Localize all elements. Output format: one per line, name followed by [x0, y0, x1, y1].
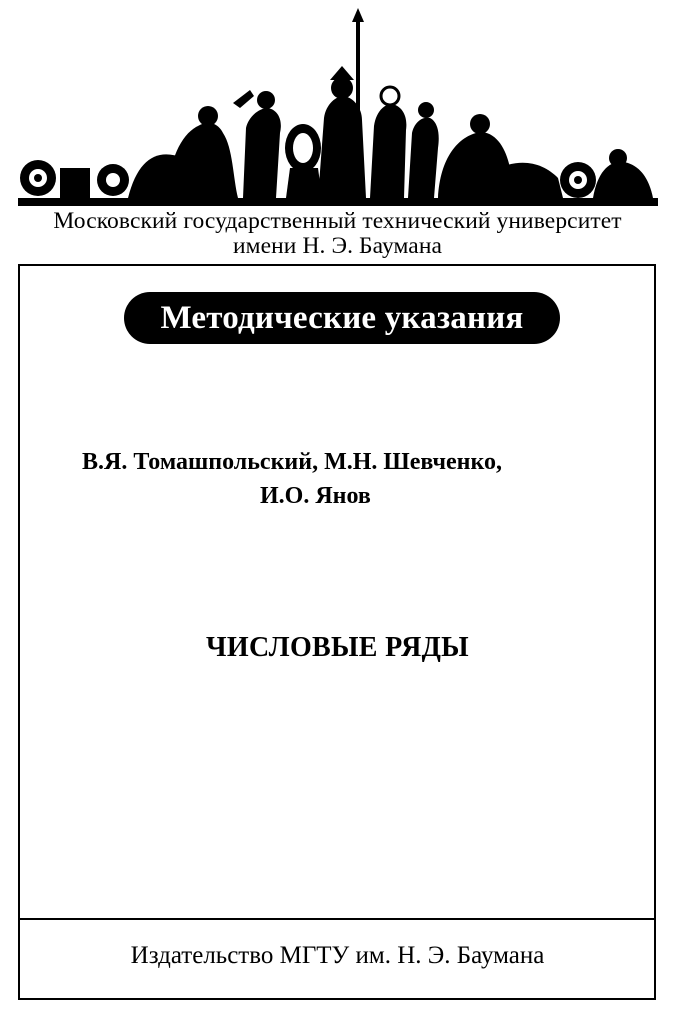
- book-title: ЧИСЛОВЫЕ РЯДЫ: [206, 632, 469, 663]
- authors-line2: И.О. Янов: [260, 483, 371, 509]
- university-name-line2: имени Н. Э. Баумана: [232, 233, 443, 259]
- series-label-badge: Методические указания: [124, 292, 560, 344]
- university-name-line1: Московский государственный технический университет: [53, 208, 622, 234]
- authors-line1: В.Я. Томашпольский, М.Н. Шевченко,: [82, 449, 502, 475]
- publisher-name: Издательство МГТУ им. Н. Э. Баумана: [130, 942, 545, 969]
- footer-divider: [18, 918, 656, 920]
- university-emblem-icon: [18, 8, 658, 206]
